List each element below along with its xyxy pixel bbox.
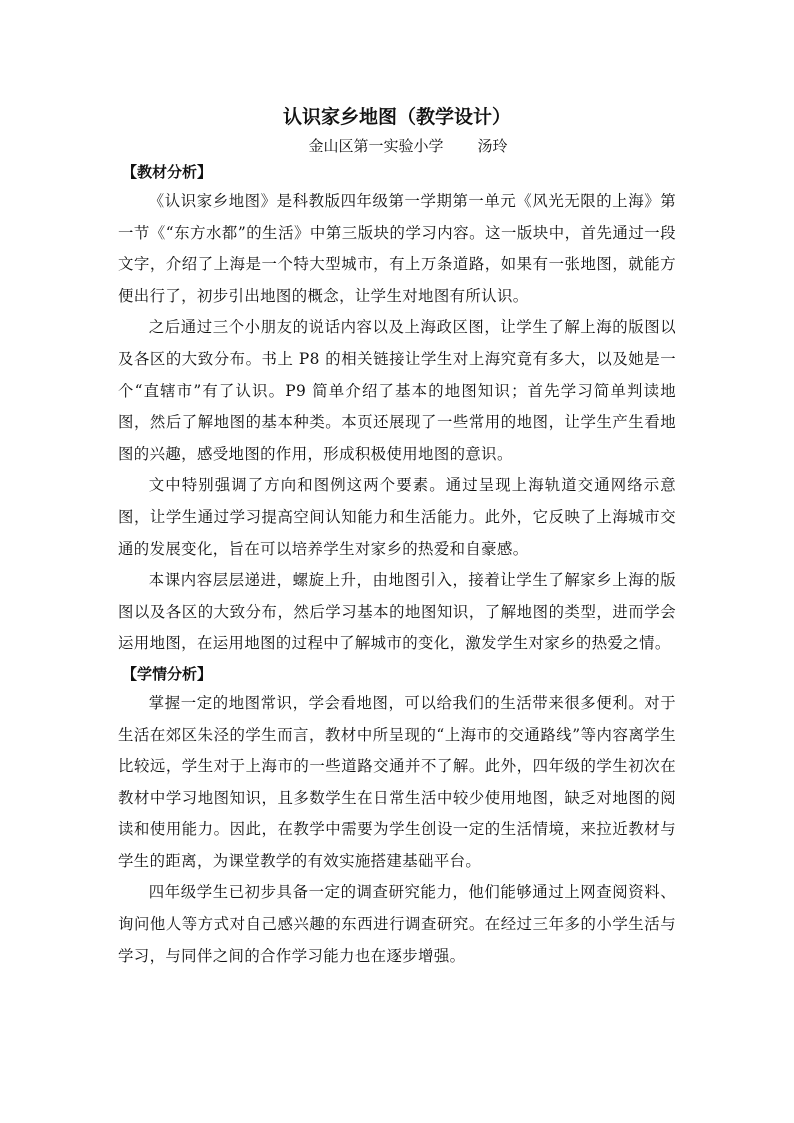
- paragraph: 文中特别强调了方向和图例这两个要素。通过呈现上海轨道交通网络示意图，让学生通过学习提高空间认知能力和生活能力。此外，它反映了上海城市交通的发展变化，旨在可以培养学生对家乡的热爱和自豪感。: [118, 476, 676, 558]
- paragraph: 本课内容层层递进，螺旋上升，由地图引入，接着让学生了解家乡上海的版图以及各区的大致分布，然后学习基本的地图知识，了解地图的类型，进而学会运用地图，在运用地图的过程中了解城市的变化，激发学生对家乡的热爱之情。: [118, 571, 676, 653]
- section-student-analysis: [118, 660, 676, 972]
- paragraph: 之后通过三个小朋友的说话内容以及上海政区图，让学生了解上海的版图以及各区的大致分布。书上 P8 的相关链接让学生对上海究竟有多大，以及她是一个“直辖市”有了认识。P9 简单介绍了基本的地图知识；首先学习简单判读地图，然后了解地图的基本种类。本页还展现了一些常用的地图，让学生产生看地图的兴趣，感受地图的作用，形成积极使用地图的意识。: [118, 318, 676, 463]
- document-title: 认识家乡地图（教学设计）: [282, 106, 511, 128]
- byline: [140, 134, 676, 158]
- section-heading: 【教材分析】: [122, 163, 213, 181]
- paragraph: 《认识家乡地图》是科教版四年级第一学期第一单元《风光无限的上海》第一节《“东方水都”的生活》中第三版块的学习内容。这一版块中，首先通过一段文字，介绍了上海是一个特大型城市，有上万条道路，如果有一张地图，就能方便出行了，初步引出地图的概念，让学生对地图有所认识。: [118, 192, 676, 305]
- document-page: [118, 100, 676, 972]
- section-textbook-analysis: [118, 158, 676, 660]
- school-name: 金山区第一实验小学: [308, 137, 444, 155]
- section-heading: 【学情分析】: [122, 664, 213, 683]
- author-name: 汤玲: [477, 137, 508, 155]
- paragraph: 掌握一定的地图常识，学会看地图，可以给我们的生活带来很多便利。对于生活在郊区朱泾的学生而言，教材中所呈现的“上海市的交通路线”等内容离学生比较远，学生对于上海市的一些道路交通并不了解。此外，四年级的学生初次在教材中学习地图知识，且多数学生在日常生活中较少使用地图，缺乏对地图的阅读和使用能力。因此，在教学中需要为学生创设一定的生活情境，来拉近教材与学生的距离，为课堂教学的有效实施搭建基础平台。: [118, 693, 676, 870]
- paragraph: 四年级学生已初步具备一定的调查研究能力，他们能够通过上网查阅资料、询问他人等方式对自己感兴趣的东西进行调查研究。在经过三年多的小学生活与学习，与同伴之间的合作学习能力也在逐步增强。: [118, 883, 676, 965]
